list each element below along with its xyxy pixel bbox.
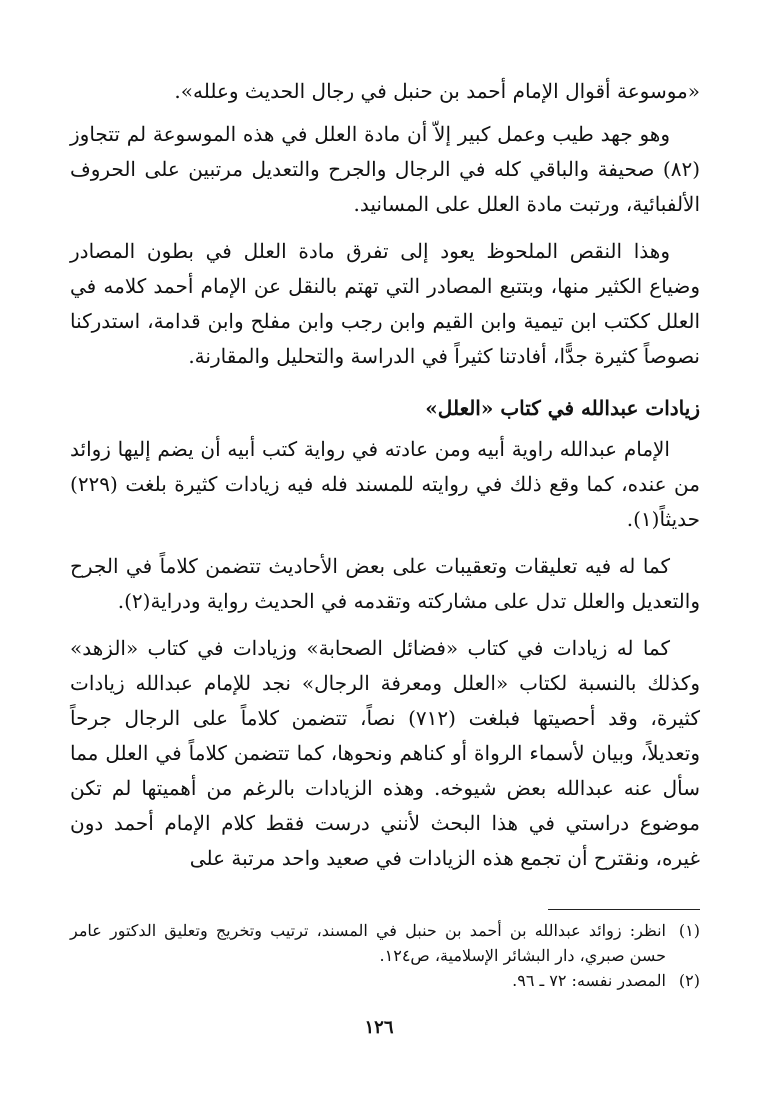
section-paragraph-1: الإمام عبدالله راوية أبيه ومن عادته في رواية كتب أبيه أن يضم إليها زوائد من عنده، كما وقع ذلك في روايته للمسند فله فيه زيادات كثيرة بلغت (٢٢٩) حديثاً(١). bbox=[70, 437, 700, 531]
footnotes bbox=[70, 918, 700, 993]
footnote-text: المصدر نفسه: ٧٢ ـ ٩٦. bbox=[512, 971, 666, 990]
footnote-separator bbox=[548, 909, 700, 910]
page-body bbox=[70, 74, 700, 888]
section-paragraph-3: كما له زيادات في كتاب «فضائل الصحابة» وزيادات في كتاب «الزهد» وكذلك بالنسبة لكتاب «العلل ومعرفة الرجال» نجد للإمام عبدالله زيادات كثيرة، وقد أحصيتها فبلغت (٧١٢) نصاً، تتضمن كلاماً على الرجال جرحاً وتعديلاً، وبيان لأسماء الرواة أو كناهم ونحوها، كما تتضمن كلاماً في العلل مما سأل عنه عبدالله بعض شيوخه. وهذه الزيادات بالرغم من أهميتها لم تكن موضوع دراستي في هذا البحث لأنني درست فقط كلام الإمام أحمد دون غيره، ونقترح أن تجمع هذه الزيادات في صعيد واحد مرتبة على bbox=[70, 636, 700, 870]
section-paragraph-2: كما له فيه تعليقات وتعقيبات على بعض الأحاديث تتضمن كلاماً في الجرح والتعديل والعلل تدل على مشاركته وتقدمه في الحديث رواية ودراية(٢). bbox=[70, 554, 700, 613]
footnote-text: انظر: زوائد عبدالله بن أحمد بن حنبل في المسند، ترتيب وتخريج وتعليق الدكتور عامر حسن صبري، دار البشائر الإسلامية، ص١٢٤. bbox=[70, 921, 666, 965]
footnote-2 bbox=[70, 968, 700, 993]
footnote-number: (١) bbox=[678, 921, 700, 940]
body-paragraph-2: وهو جهد طيب وعمل كبير إلاّ أن مادة العلل في هذه الموسوعة لم تتجاوز (٨٢) صحيفة والباقي كله في الرجال والجرح والتعديل مرتبين على الحروف الألفبائية، ورتبت مادة العلل على المسانيد. bbox=[70, 122, 700, 216]
section-heading: زيادات عبدالله في كتاب «العلل» bbox=[425, 396, 700, 420]
body-paragraph-1: «موسوعة أقوال الإمام أحمد بن حنبل في رجال الحديث وعلله». bbox=[174, 79, 700, 103]
footnote-number: (٢) bbox=[678, 971, 700, 990]
page-number: ١٢٦ bbox=[364, 1017, 394, 1038]
body-paragraph-3: وهذا النقص الملحوظ يعود إلى تفرق مادة العلل في بطون المصادر وضياع الكثير منها، وبتتبع المصادر التي تهتم بالنقل عن الإمام أحمد كلامه في العلل ككتب ابن تيمية وابن القيم وابن رجب وابن مفلح وابن قدامة، استدركنا نصوصاً كثيرة جدًّا، أفادتنا كثيراً في الدراسة والتحليل والمقارنة. bbox=[70, 239, 700, 368]
footnote-1 bbox=[70, 918, 700, 968]
